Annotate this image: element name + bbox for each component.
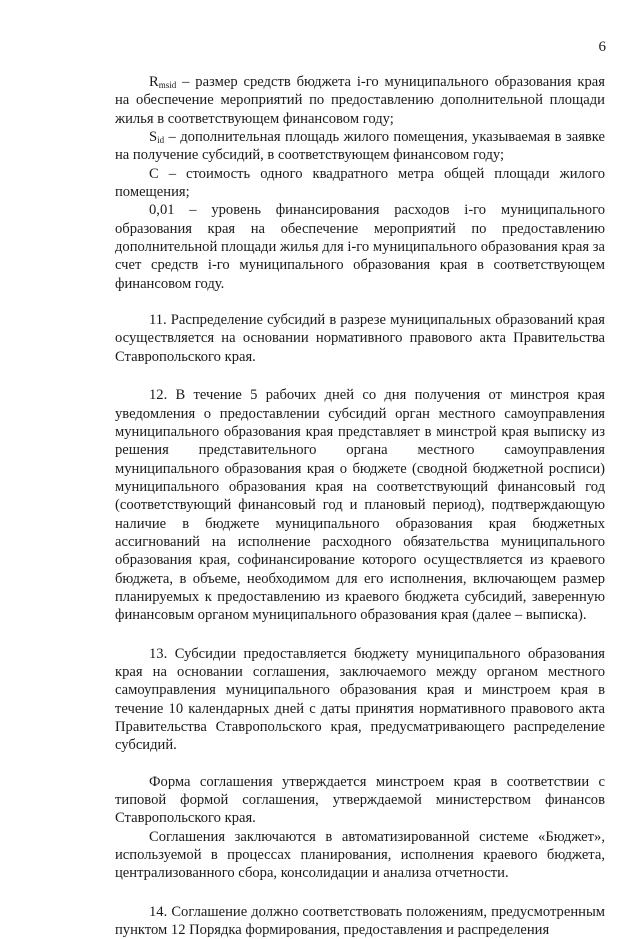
page-number: 6	[598, 39, 606, 55]
definition-text: – дополнительная площадь жилого помещения, указываемая в заявке на получение субсидий, в соответствующем финансовом году;	[115, 129, 605, 164]
definition-text: – стоимость одного квадратного метра общей площади жилого помещения;	[115, 165, 605, 201]
paragraph-agreement-form: Форма соглашения утверждается минстроем края в соответствии с типовой формой соглашения, утверждаемой министерством финансов Ставропольского края.	[115, 773, 605, 827]
definition-r-msid	[115, 73, 605, 128]
paragraph-12: 12. В течение 5 рабочих дней со дня получения от минстроя края уведомления о предоставлении субсидий орган местного самоуправления муниципального образования края представляет в минстрой края выписку из решения представительного органа местного самоуправления муниципального образования края о бюджете (сводной бюджетной росписи) муниципального образования края на соответствующий финансовый год (соответствующий финансовый год и плановый период), подтверждающую наличие в бюджете муниципального образования края бюджетных ассигнований на исполнение расходного обязательства муниципального образования края, софинансирование которого осуществляется из краевого бюджета, в объеме, необходимом для его исполнения, включающем размер планируемых к предоставлению из краевого бюджета субсидий, заверенную финансовым органом муниципального образования края (далее – выписка).	[115, 387, 605, 624]
definition-symbol: R	[149, 74, 159, 90]
definition-symbol: С	[149, 165, 159, 182]
definition-rate	[115, 201, 605, 293]
definition-s-id	[115, 128, 605, 165]
definition-symbol: 0,01	[149, 202, 175, 219]
paragraph-agreement-system: Соглашения заключаются в автоматизированной системе «Бюджет», используемой в процессах планирования, исполнения краевого бюджета, централизованного сбора, консолидации и анализа отчетности.	[115, 828, 605, 882]
definition-symbol: S	[149, 129, 158, 146]
definition-subscript: id	[157, 135, 165, 146]
definition-text: – размер средств бюджета i-го муниципального образования края на обеспечение мероприятий по предоставлению дополнительной площади жилья в соответствующем финансовом году;	[115, 74, 605, 127]
definition-c	[115, 165, 605, 202]
paragraph-13: 13. Субсидии предоставляется бюджету муниципального образования края на основании соглашения, заключаемого между органом местного самоуправления муниципального образования края и минстроем края в течение 10 календарных дней с даты принятия нормативного правового акта Правительства Ставропольского края, предусматривающего распределение субсидий.	[115, 645, 605, 754]
definition-subscript: msid	[158, 80, 177, 90]
paragraph-11: 11. Распределение субсидий в разрезе муниципальных образований края осуществляется на основании нормативного правового акта Правительства Ставропольского края.	[115, 312, 605, 365]
definition-text: – уровень финансирования расходов i-го муниципального образования края на обеспечение мероприятий по предоставлению дополнительной площади жилья для i-го муниципального образования края за счет средств i-го муниципального образования края в соответствующем финансовом году.	[115, 202, 605, 292]
document-body	[115, 73, 605, 939]
paragraph-14: 14. Соглашение должно соответствовать положениям, предусмотренным пунктом 12 Порядка формирования, предоставления и распределения	[115, 903, 605, 939]
